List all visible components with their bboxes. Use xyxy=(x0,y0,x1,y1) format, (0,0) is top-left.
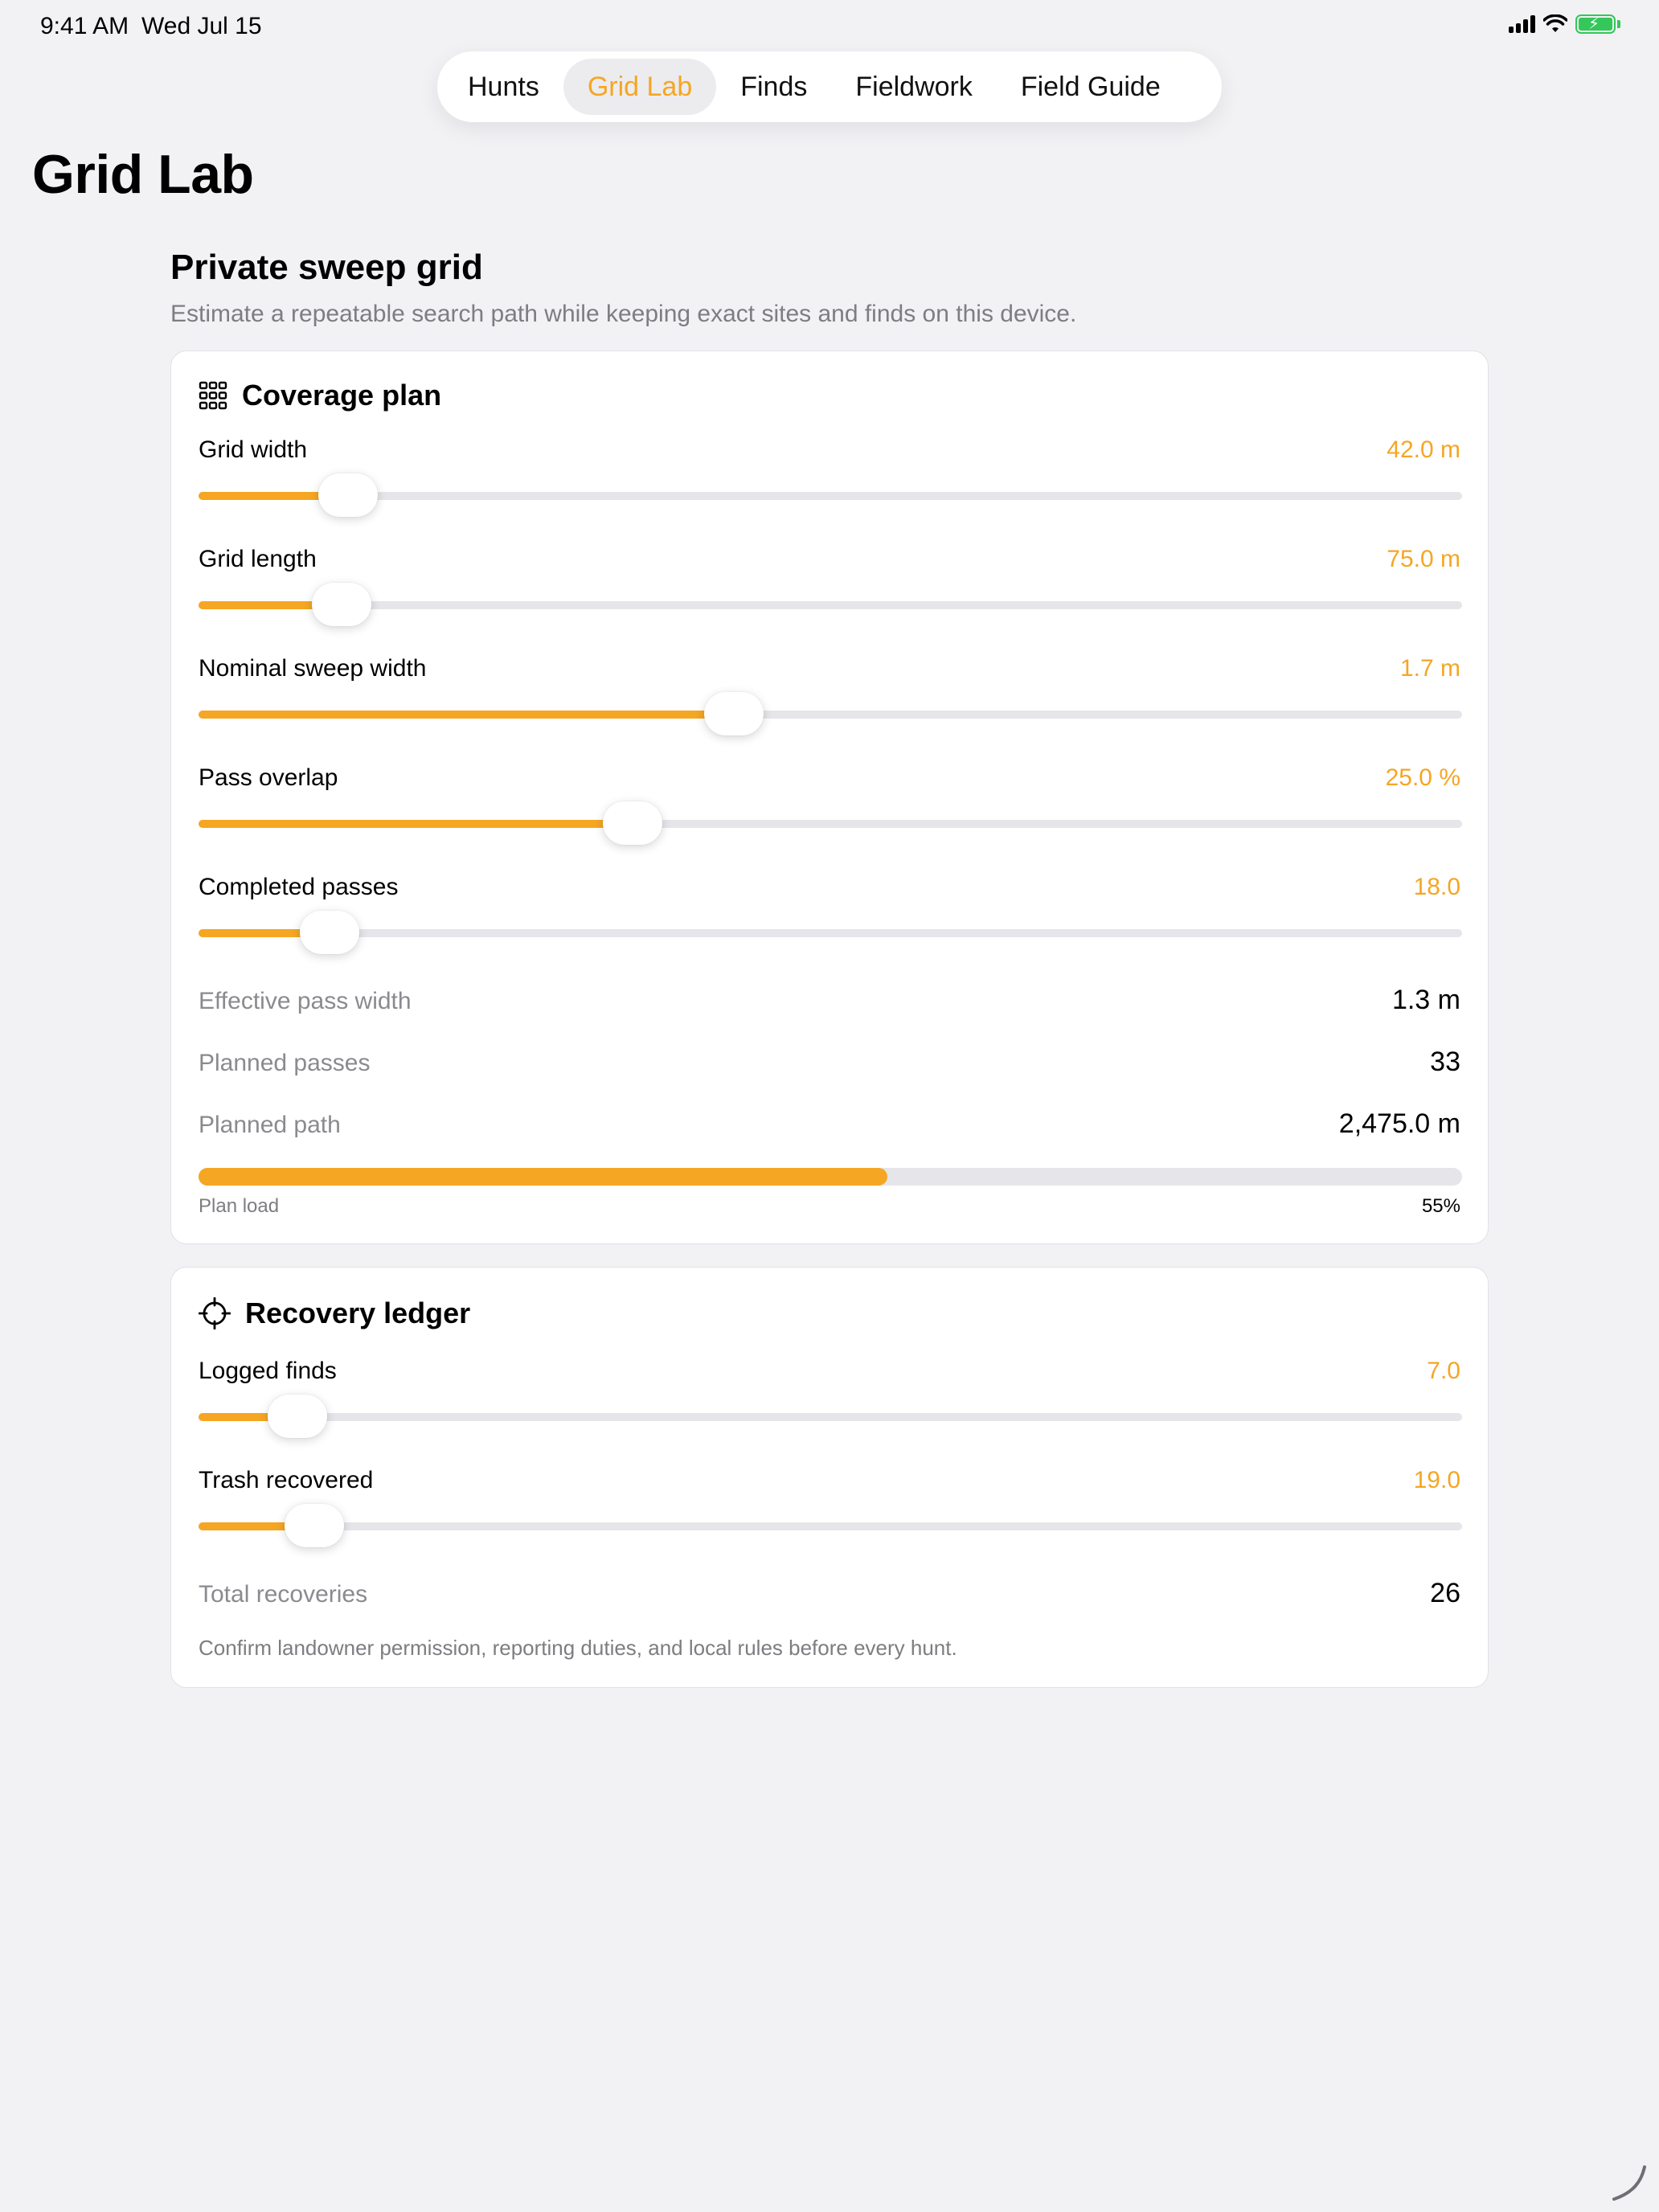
sweep-width-value: 1.7 m xyxy=(1399,655,1460,682)
slider-fill xyxy=(199,711,734,719)
logged-finds-value: 7.0 xyxy=(1427,1358,1460,1384)
logged-finds-slider[interactable] xyxy=(199,1413,1462,1421)
permission-footnote: Confirm landowner permission, reporting duties, and local rules before every hunt. xyxy=(199,1636,957,1660)
slider-thumb[interactable] xyxy=(603,801,662,845)
tab-fieldwork[interactable]: Fieldwork xyxy=(855,71,973,102)
section-subtitle: Estimate a repeatable search path while keeping exact sites and finds on this device. xyxy=(170,301,1077,327)
slider-thumb[interactable] xyxy=(268,1395,327,1438)
plan-load-fill xyxy=(199,1168,887,1186)
total-recoveries-label: Total recoveries xyxy=(199,1581,368,1608)
grid-length-value: 75.0 m xyxy=(1387,546,1460,572)
grid-length-slider[interactable] xyxy=(199,601,1462,609)
grid-width-value: 42.0 m xyxy=(1387,436,1460,463)
cellular-signal-icon xyxy=(1509,15,1535,33)
slider-thumb[interactable] xyxy=(285,1504,344,1547)
effective-pass-width-label: Effective pass width xyxy=(199,988,412,1014)
trash-recovered-label: Trash recovered xyxy=(199,1467,374,1493)
status-date: Wed Jul 15 xyxy=(141,13,262,39)
plan-load-bar xyxy=(199,1168,1462,1186)
tab-grid-lab[interactable]: Grid Lab xyxy=(563,59,716,115)
battery-icon: ⚡ xyxy=(1575,14,1616,34)
coverage-plan-header xyxy=(199,379,441,412)
total-recoveries-value: 26 xyxy=(1430,1578,1460,1608)
completed-passes-value: 18.0 xyxy=(1413,874,1460,900)
slider-fill xyxy=(199,820,633,828)
planned-path-label: Planned path xyxy=(199,1112,341,1138)
slider-thumb[interactable] xyxy=(300,911,359,954)
grid-width-slider[interactable] xyxy=(199,492,1462,500)
grid-icon xyxy=(199,381,227,410)
page-title: Grid Lab xyxy=(32,144,254,205)
section-title: Private sweep grid xyxy=(170,248,483,287)
plan-load-percent: 55% xyxy=(1421,1195,1460,1217)
completed-passes-label: Completed passes xyxy=(199,874,399,900)
planned-path-value: 2,475.0 m xyxy=(1338,1108,1460,1139)
wifi-icon xyxy=(1543,14,1567,34)
status-icons xyxy=(1509,14,1620,34)
pass-overlap-label: Pass overlap xyxy=(199,764,338,791)
pass-overlap-value: 25.0 % xyxy=(1385,764,1460,791)
tab-bar xyxy=(437,51,1222,122)
completed-passes-slider[interactable] xyxy=(199,929,1462,937)
slider-thumb[interactable] xyxy=(312,583,371,626)
slider-thumb[interactable] xyxy=(704,692,764,735)
grid-length-label: Grid length xyxy=(199,546,317,572)
tab-finds[interactable]: Finds xyxy=(740,71,808,102)
recovery-ledger-card xyxy=(170,1267,1489,1688)
coverage-plan-card xyxy=(170,350,1489,1244)
status-bar xyxy=(0,0,1659,51)
pencil-hover-icon xyxy=(1609,2164,1648,2202)
planned-passes-value: 33 xyxy=(1430,1047,1460,1077)
trash-recovered-slider[interactable] xyxy=(199,1522,1462,1530)
effective-pass-width-value: 1.3 m xyxy=(1391,985,1460,1015)
recovery-ledger-header xyxy=(199,1296,470,1330)
status-time: 9:41 AM xyxy=(40,13,129,39)
tab-field-guide[interactable]: Field Guide xyxy=(1020,71,1161,102)
grid-width-label: Grid width xyxy=(199,436,308,463)
battery-cap xyxy=(1617,20,1620,28)
planned-passes-label: Planned passes xyxy=(199,1050,371,1076)
logged-finds-label: Logged finds xyxy=(199,1358,337,1384)
crosshair-icon xyxy=(199,1297,231,1329)
slider-thumb[interactable] xyxy=(318,473,378,517)
tab-hunts[interactable]: Hunts xyxy=(468,71,539,102)
recovery-ledger-title: Recovery ledger xyxy=(245,1296,471,1329)
trash-recovered-value: 19.0 xyxy=(1413,1467,1460,1493)
coverage-plan-title: Coverage plan xyxy=(242,379,442,412)
plan-load-label: Plan load xyxy=(199,1195,280,1217)
sweep-width-label: Nominal sweep width xyxy=(199,655,427,682)
sweep-width-slider[interactable] xyxy=(199,711,1462,719)
pass-overlap-slider[interactable] xyxy=(199,820,1462,828)
